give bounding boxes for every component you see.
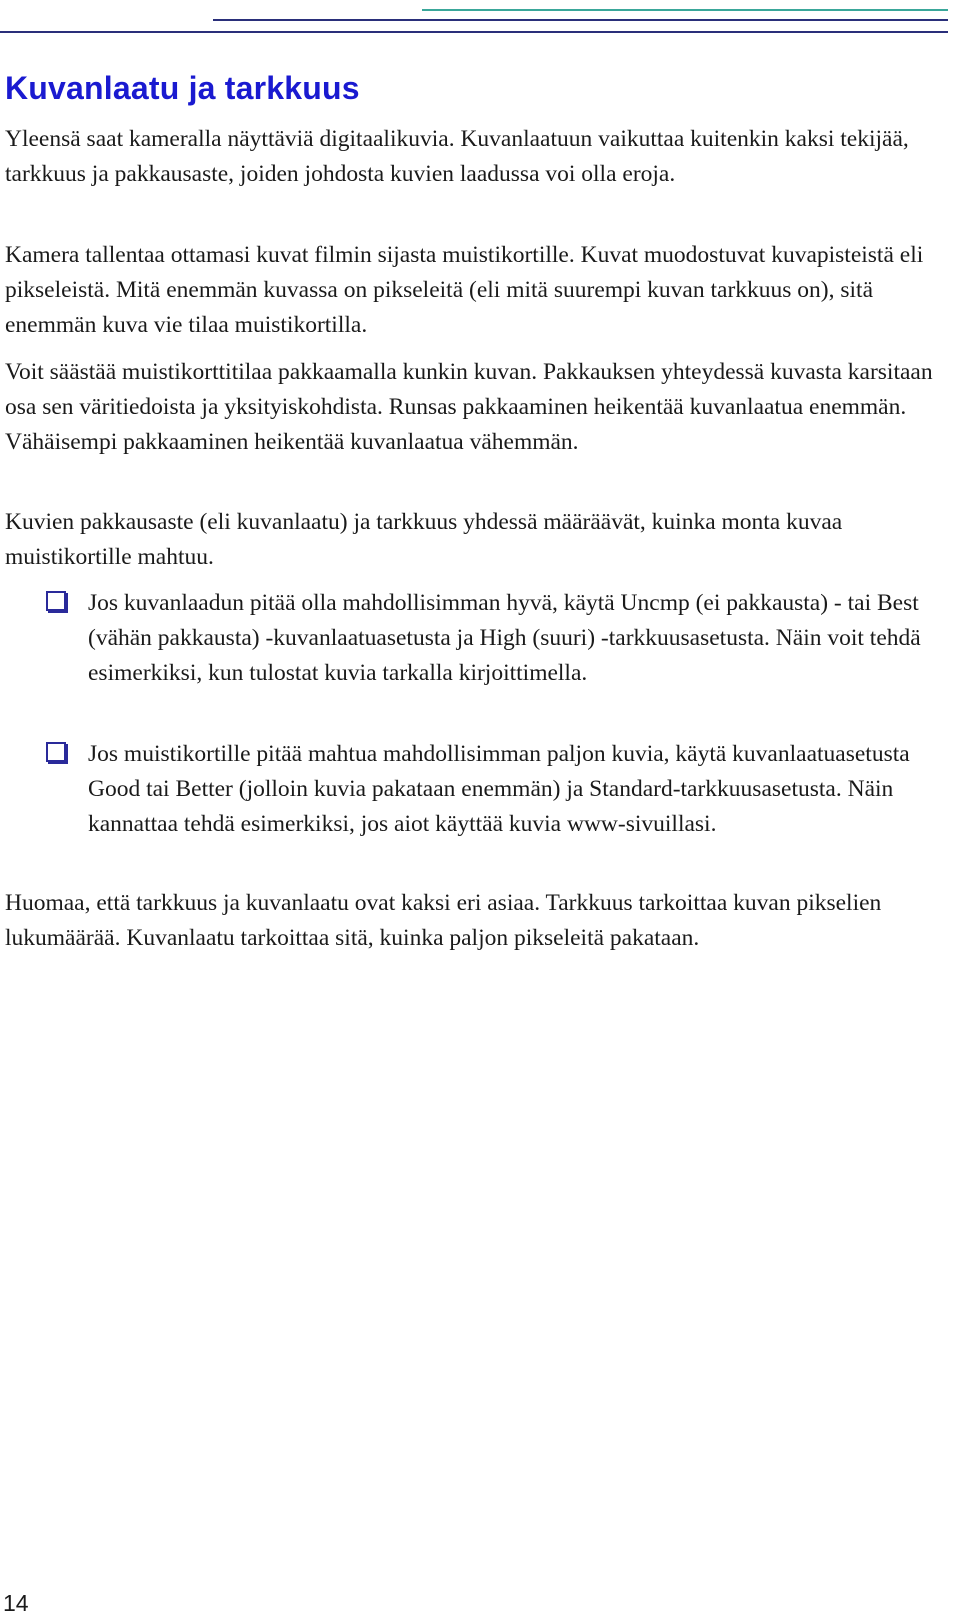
page-number: 14: [3, 1590, 29, 1616]
paragraph-capacity: Kuvien pakkausaste (eli kuvanlaatu) ja tarkkuus yhdessä määräävät, kuinka monta kuvaa muistikortille mahtuu.: [5, 509, 843, 570]
paragraph-compression: Voit säästää muistikorttitilaa pakkaamalla kunkin kuvan. Pakkauksen yhteydessä kuvasta karsitaan osa sen väritiedoista ja yksityiskohdista. Runsas pakkaaminen heikentää kuvanlaatua enemmän. Vähäisempi pakkaaminen heikentää kuvanlaatua vähemmän.: [5, 359, 933, 455]
paragraph-closing: Huomaa, että tarkkuus ja kuvanlaatu ovat kaksi eri asiaa. Tarkkuus tarkoittaa kuvan pikselien lukumäärää. Kuvanlaatu tarkoittaa sitä, kuinka paljon pikseleitä pakataan.: [5, 890, 882, 951]
list-item-text: Jos muistikortille pitää mahtua mahdollisimman paljon kuvia, käytä kuvanlaatuasetusta Good tai Better (jolloin kuvia pakataan enemmän) ja Standard-tarkkuusasetusta. Näin kannattaa tehdä esimerkiksi, jos aiot käyttää kuvia www-sivuillasi.: [88, 741, 910, 837]
paragraph-pixels: Kamera tallentaa ottamasi kuvat filmin sijasta muistikortille. Kuvat muodostuvat kuvapisteistä eli pikseleistä. Mitä enemmän kuvassa on pikseleitä (eli mitä suurempi kuvan tarkkuus on), sitä enemmän kuva vie tilaa muistikortilla.: [5, 242, 924, 338]
header-rule-teal: [422, 9, 948, 11]
list-item-text: Jos kuvanlaadun pitää olla mahdollisimman hyvä, käytä Uncmp (ei pakkausta) - tai Best (vähän pakkausta) -kuvanlaatuasetusta ja High (suuri) -tarkkuusasetusta. Näin voit tehdä esimerkiksi, kun tulostat kuvia tarkalla kirjoittimella.: [88, 590, 921, 686]
header-rule-navy-upper: [213, 19, 948, 21]
header-rule-navy-lower: [0, 31, 948, 33]
page-title: Kuvanlaatu ja tarkkuus: [5, 70, 360, 106]
checkbox-icon: [46, 742, 66, 762]
checkbox-icon: [46, 591, 66, 611]
paragraph-intro: Yleensä saat kameralla näyttäviä digitaalikuvia. Kuvanlaatuun vaikuttaa kuitenkin kaksi tekijää, tarkkuus ja pakkausaste, joiden johdosta kuvien laadussa voi olla eroja.: [5, 126, 909, 187]
